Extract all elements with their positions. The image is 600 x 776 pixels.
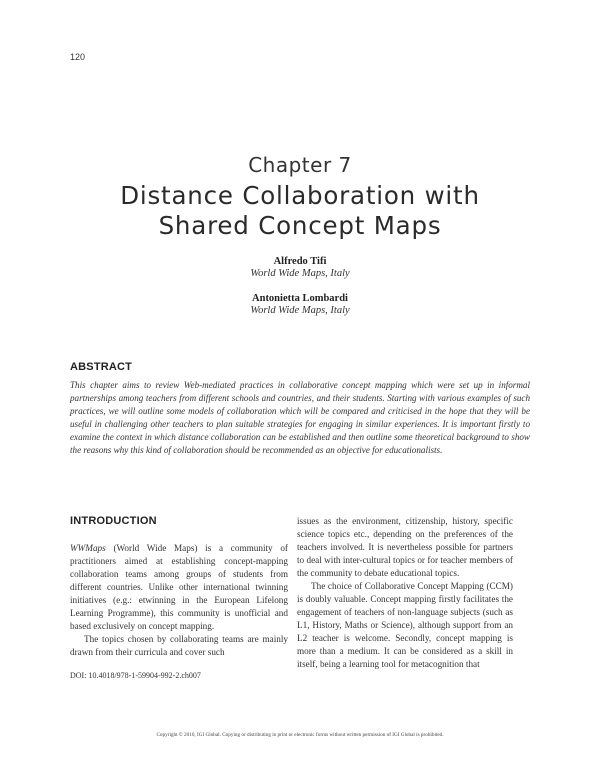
right-paragraph-1: issues as the environment, citizenship, history, specific science topics etc., depending on the preferences of the teachers involved. It is nevertheless possible for partners to deal with inter-cultural topics or for teacher members of the community to debate educational topics. [297, 516, 513, 578]
author-affiliation: World Wide Maps, Italy [250, 305, 350, 316]
right-paragraph-2: The choice of Collaborative Concept Mapping (CCM) is doubly valuable. Concept mapping firstly facilitates the engagement of teachers of non-language subjects (such as L1, History, Maths or Science), although support from an L2 teacher is welcome. Secondly, concept mapping is more than a medium. It can be considered as a skill in itself, being a learning tool for metacognition that [297, 581, 513, 669]
left-paragraph-1-text: (World Wide Maps) is a community of practitioners aimed at establishing concept-mapping collaboration teams among groups of students from different countries. Unlike other international twinning initiatives (e.g.: etwinning in the European Lifelong Learning Programme), this community is unofficial and based exclusively on concept mapping. [70, 543, 288, 631]
author-name: Antonietta Lombardi [252, 293, 348, 304]
doi: DOI: 10.4018/978-1-59904-992-2.ch007 [70, 671, 201, 680]
left-column [70, 542, 288, 659]
left-paragraph-1 [70, 542, 288, 633]
introduction-heading: INTRODUCTION [70, 515, 157, 527]
page-number: 120 [70, 52, 86, 62]
left-paragraph-2: The topics chosen by collaborating teams are mainly drawn from their curricula and cover such [70, 634, 288, 657]
abstract-text: This chapter aims to review Web-mediated practices in collaborative concept mapping which were set up in informal partnerships among teachers from different schools and countries, and their students. Starting with various examples of such practices, we will outline some models of collaboration which will be compared and criticised in the hope that they will be useful in challenging other teachers to plan suitable strategies for engaging in similar experiences. It is important firstly to examine the context in which distance collaboration can be established and then outline some theoretical background to show the reasons why this kind of collaboration should be recommended as an objective for educationalists. [70, 380, 530, 455]
author-affiliation: World Wide Maps, Italy [250, 268, 350, 279]
title-line-1: Distance Collaboration with [120, 181, 480, 210]
author-block-2 [0, 293, 600, 317]
title-line-2: Shared Concept Maps [158, 211, 442, 240]
author-name: Alfredo Tifi [273, 256, 327, 267]
right-column [297, 515, 513, 671]
author-block-1 [0, 256, 600, 280]
chapter-title [0, 181, 600, 241]
abstract-heading: ABSTRACT [70, 361, 133, 373]
copyright-notice: Copyright © 2010, IGI Global. Copying or distributing in print or electronic forms without written permission of IGI Global is prohibited. [156, 732, 444, 738]
wwmaps-term: WWMaps [70, 543, 106, 553]
chapter-label: Chapter 7 [248, 153, 352, 177]
